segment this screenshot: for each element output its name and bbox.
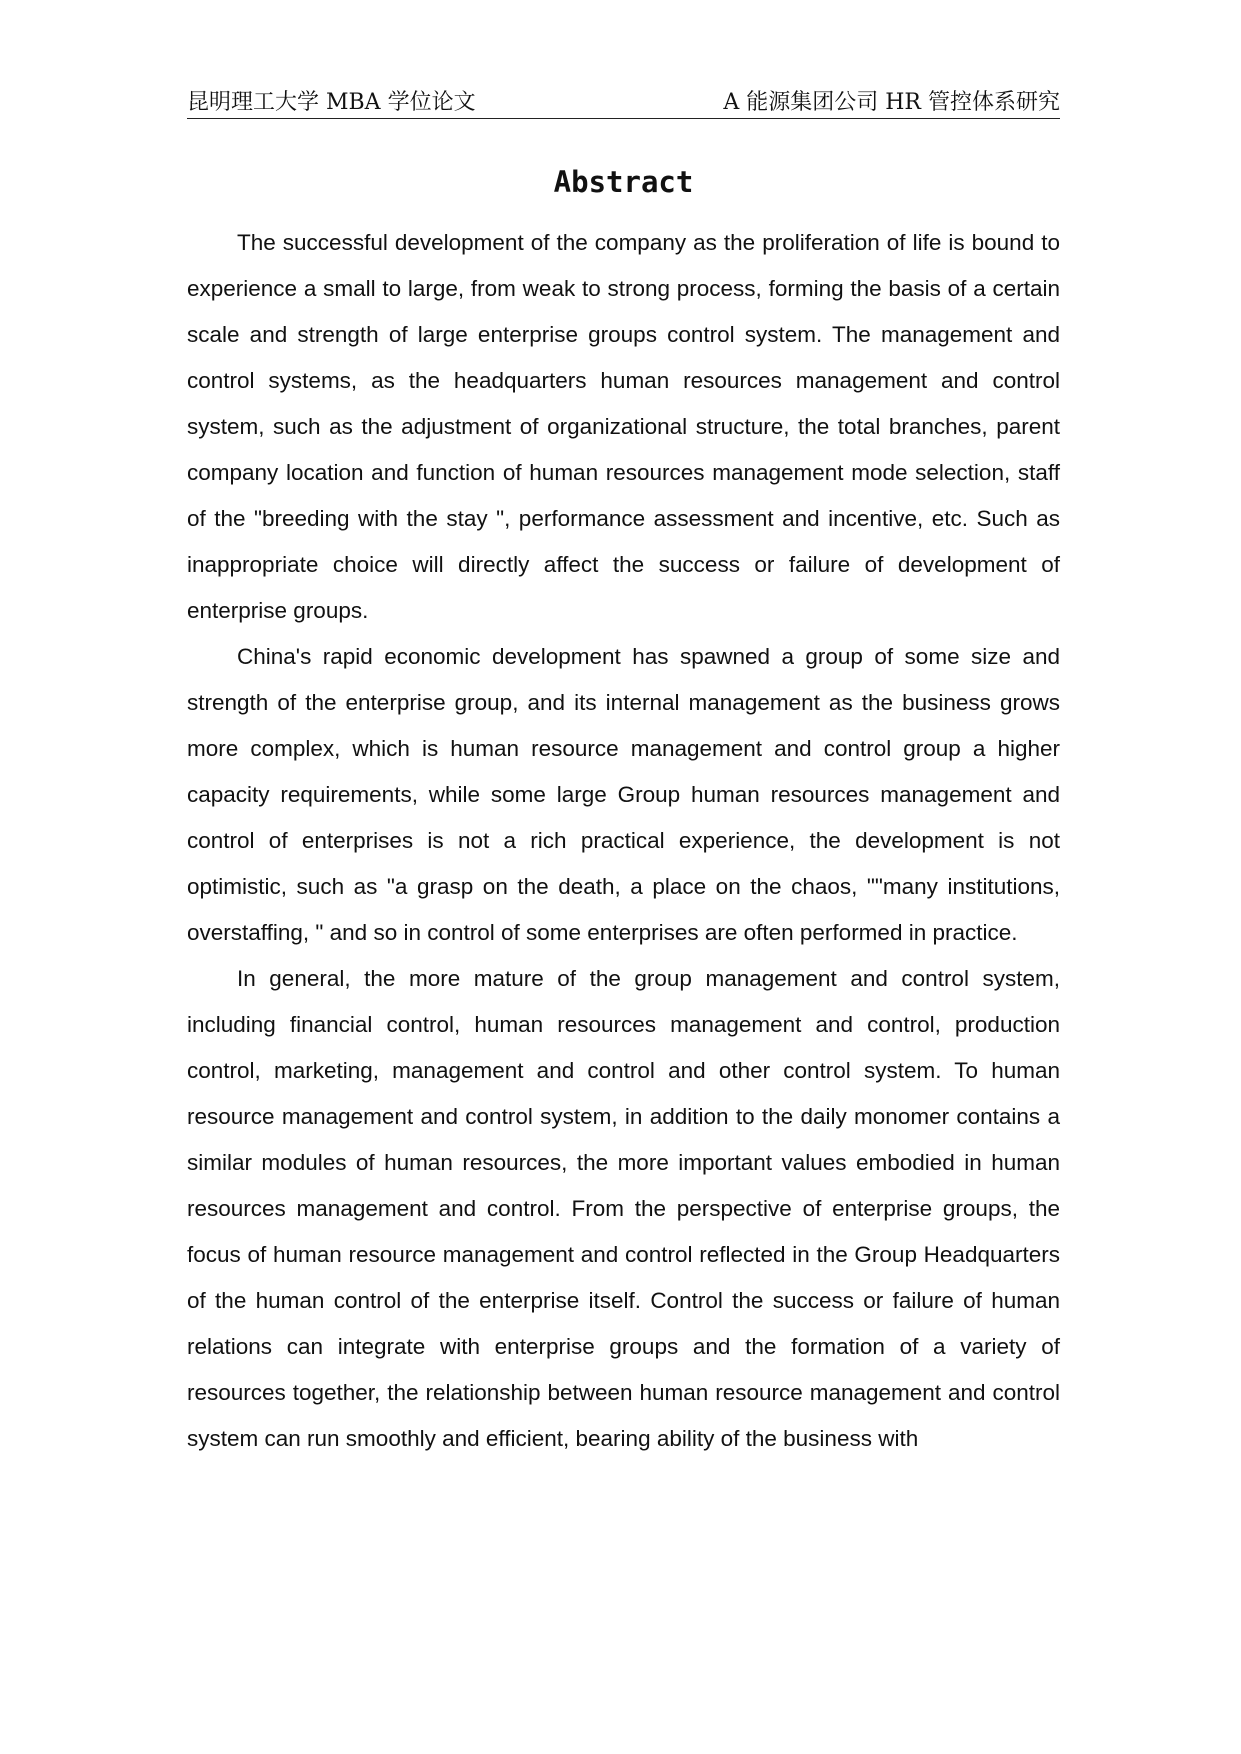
abstract-body xyxy=(187,220,1060,1462)
abstract-paragraph-1: The successful development of the company as the proliferation of life is bound to experience a small to large, from weak to strong process, forming the basis of a certain scale and strength of large enterprise groups control system. The management and control systems, as the headquarters human resources management and control system, such as the adjustment of organizational structure, the total branches, parent company location and function of human resources management mode selection, staff of the "breeding with the stay ", performance assessment and incentive, etc. Such as inappropriate choice will directly affect the success or failure of development of enterprise groups. xyxy=(187,230,1060,623)
header-thesis-label: 昆明理工大学 MBA 学位论文 xyxy=(187,90,476,115)
abstract-title: Abstract xyxy=(553,165,694,199)
header-thesis-title: A 能源集团公司 HR 管控体系研究 xyxy=(723,90,1060,115)
page-header xyxy=(187,88,1060,119)
abstract-paragraph-2: China's rapid economic development has spawned a group of some size and strength of the enterprise group, and its internal management as the business grows more complex, which is human resource management and control group a higher capacity requirements, while some large Group human resources management and control of enterprises is not a rich practical experience, the development is not optimistic, such as "a grasp on the death, a place on the chaos, ""many institutions, overstaffing, " and so in control of some enterprises are often performed in practice. xyxy=(187,644,1060,945)
abstract-paragraph-3: In general, the more mature of the group management and control system, including financial control, human resources management and control, production control, marketing, management and control and other control system. To human resource management and control system, in addition to the daily monomer contains a similar modules of human resources, the more important values embodied in human resources management and control. From the perspective of enterprise groups, the focus of human resource management and control reflected in the Group Headquarters of the human control of the enterprise itself. Control the success or failure of human relations can integrate with enterprise groups and the formation of a variety of resources together, the relationship between human resource management and control system can run smoothly and efficient, bearing ability of the business with xyxy=(187,966,1060,1451)
